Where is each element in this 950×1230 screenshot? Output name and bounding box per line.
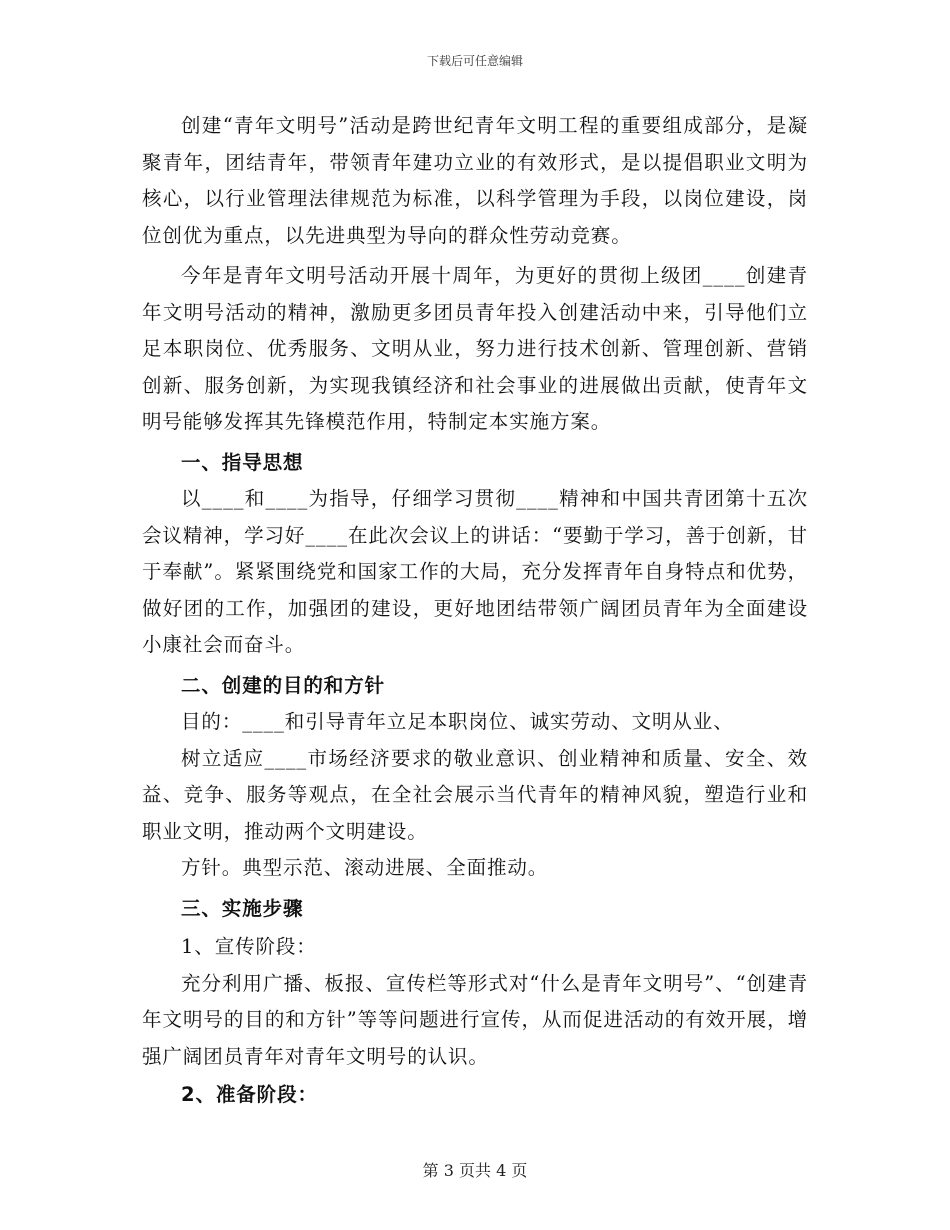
intro-paragraph-2: 今年是青年文明号活动开展十周年，为更好的贯彻上级团____创建青年文明号活动的精神，激励更多团员青年投入创建活动中来，引导他们立足本职岗位、优秀服务、文明从业，努力进行技术创新、管理创新、营销创新、服务创新，为实现我镇经济和社会事业的进展做出贡献，使青年文明号能够发挥其先锋模范作用，特制定本实施方案。 — [142, 264, 808, 433]
purpose-paragraph: 目的：____和引导青年立足本职岗位、诚实劳动、文明从业、 — [181, 710, 734, 733]
policy-paragraph: 方针。典型示范、滚动进展、全面推动。 — [181, 856, 549, 879]
page-number: 第 3 页共 4 页 — [422, 1161, 528, 1180]
section-heading-guiding-thought: 一、指导思想 — [181, 450, 304, 474]
intro-paragraph-1: 创建“青年文明号”活动是跨世纪青年文明工程的重要组成部分，是凝聚青年，团结青年，带领青年建功立业的有效形式，是以提倡职业文明为核心，以行业管理法律规范为标准，以科学管理为手段，以岗位建设，岗位创优为重点，以先进典型为导向的群众性劳动竞赛。 — [142, 114, 808, 247]
page-header: 下载后可任意编辑 — [426, 54, 523, 68]
section-heading-purpose-policy: 二、创建的目的和方针 — [181, 673, 386, 697]
step-1-label: 1、宣传阶段： — [181, 935, 317, 958]
section-heading-implementation-steps: 三、实施步骤 — [181, 896, 304, 920]
step-2-label: 2、准备阶段： — [181, 1083, 318, 1106]
document-body — [142, 108, 808, 1114]
step-1-paragraph: 充分利用广播、板报、宣传栏等形式对“什么是青年文明号”、“创建青年文明号的目的和方针”等等问题进行宣传，从而促进活动的有效开展，增强广阔团员青年对青年文明号的认识。 — [142, 971, 808, 1068]
purpose-continuation-paragraph: 树立适应____市场经济要求的敬业意识、创业精神和质量、安全、效益、竞争、服务等观点，在全社会展示当代青年的精神风貌，塑造行业和职业文明，推动两个文明建设。 — [142, 746, 808, 843]
guiding-thought-paragraph: 以____和____为指导，仔细学习贯彻____精神和中国共青团第十五次会议精神，学习好____在此次会议上的讲话：“要勤于学习，善于创新，甘于奉献”。紧紧围绕党和国家工作的大局，充分发挥青年自身特点和优势，做好团的工作，加强团的建设，更好地团结带领广阔团员青年为全面建设小康社会而奋斗。 — [142, 487, 808, 656]
